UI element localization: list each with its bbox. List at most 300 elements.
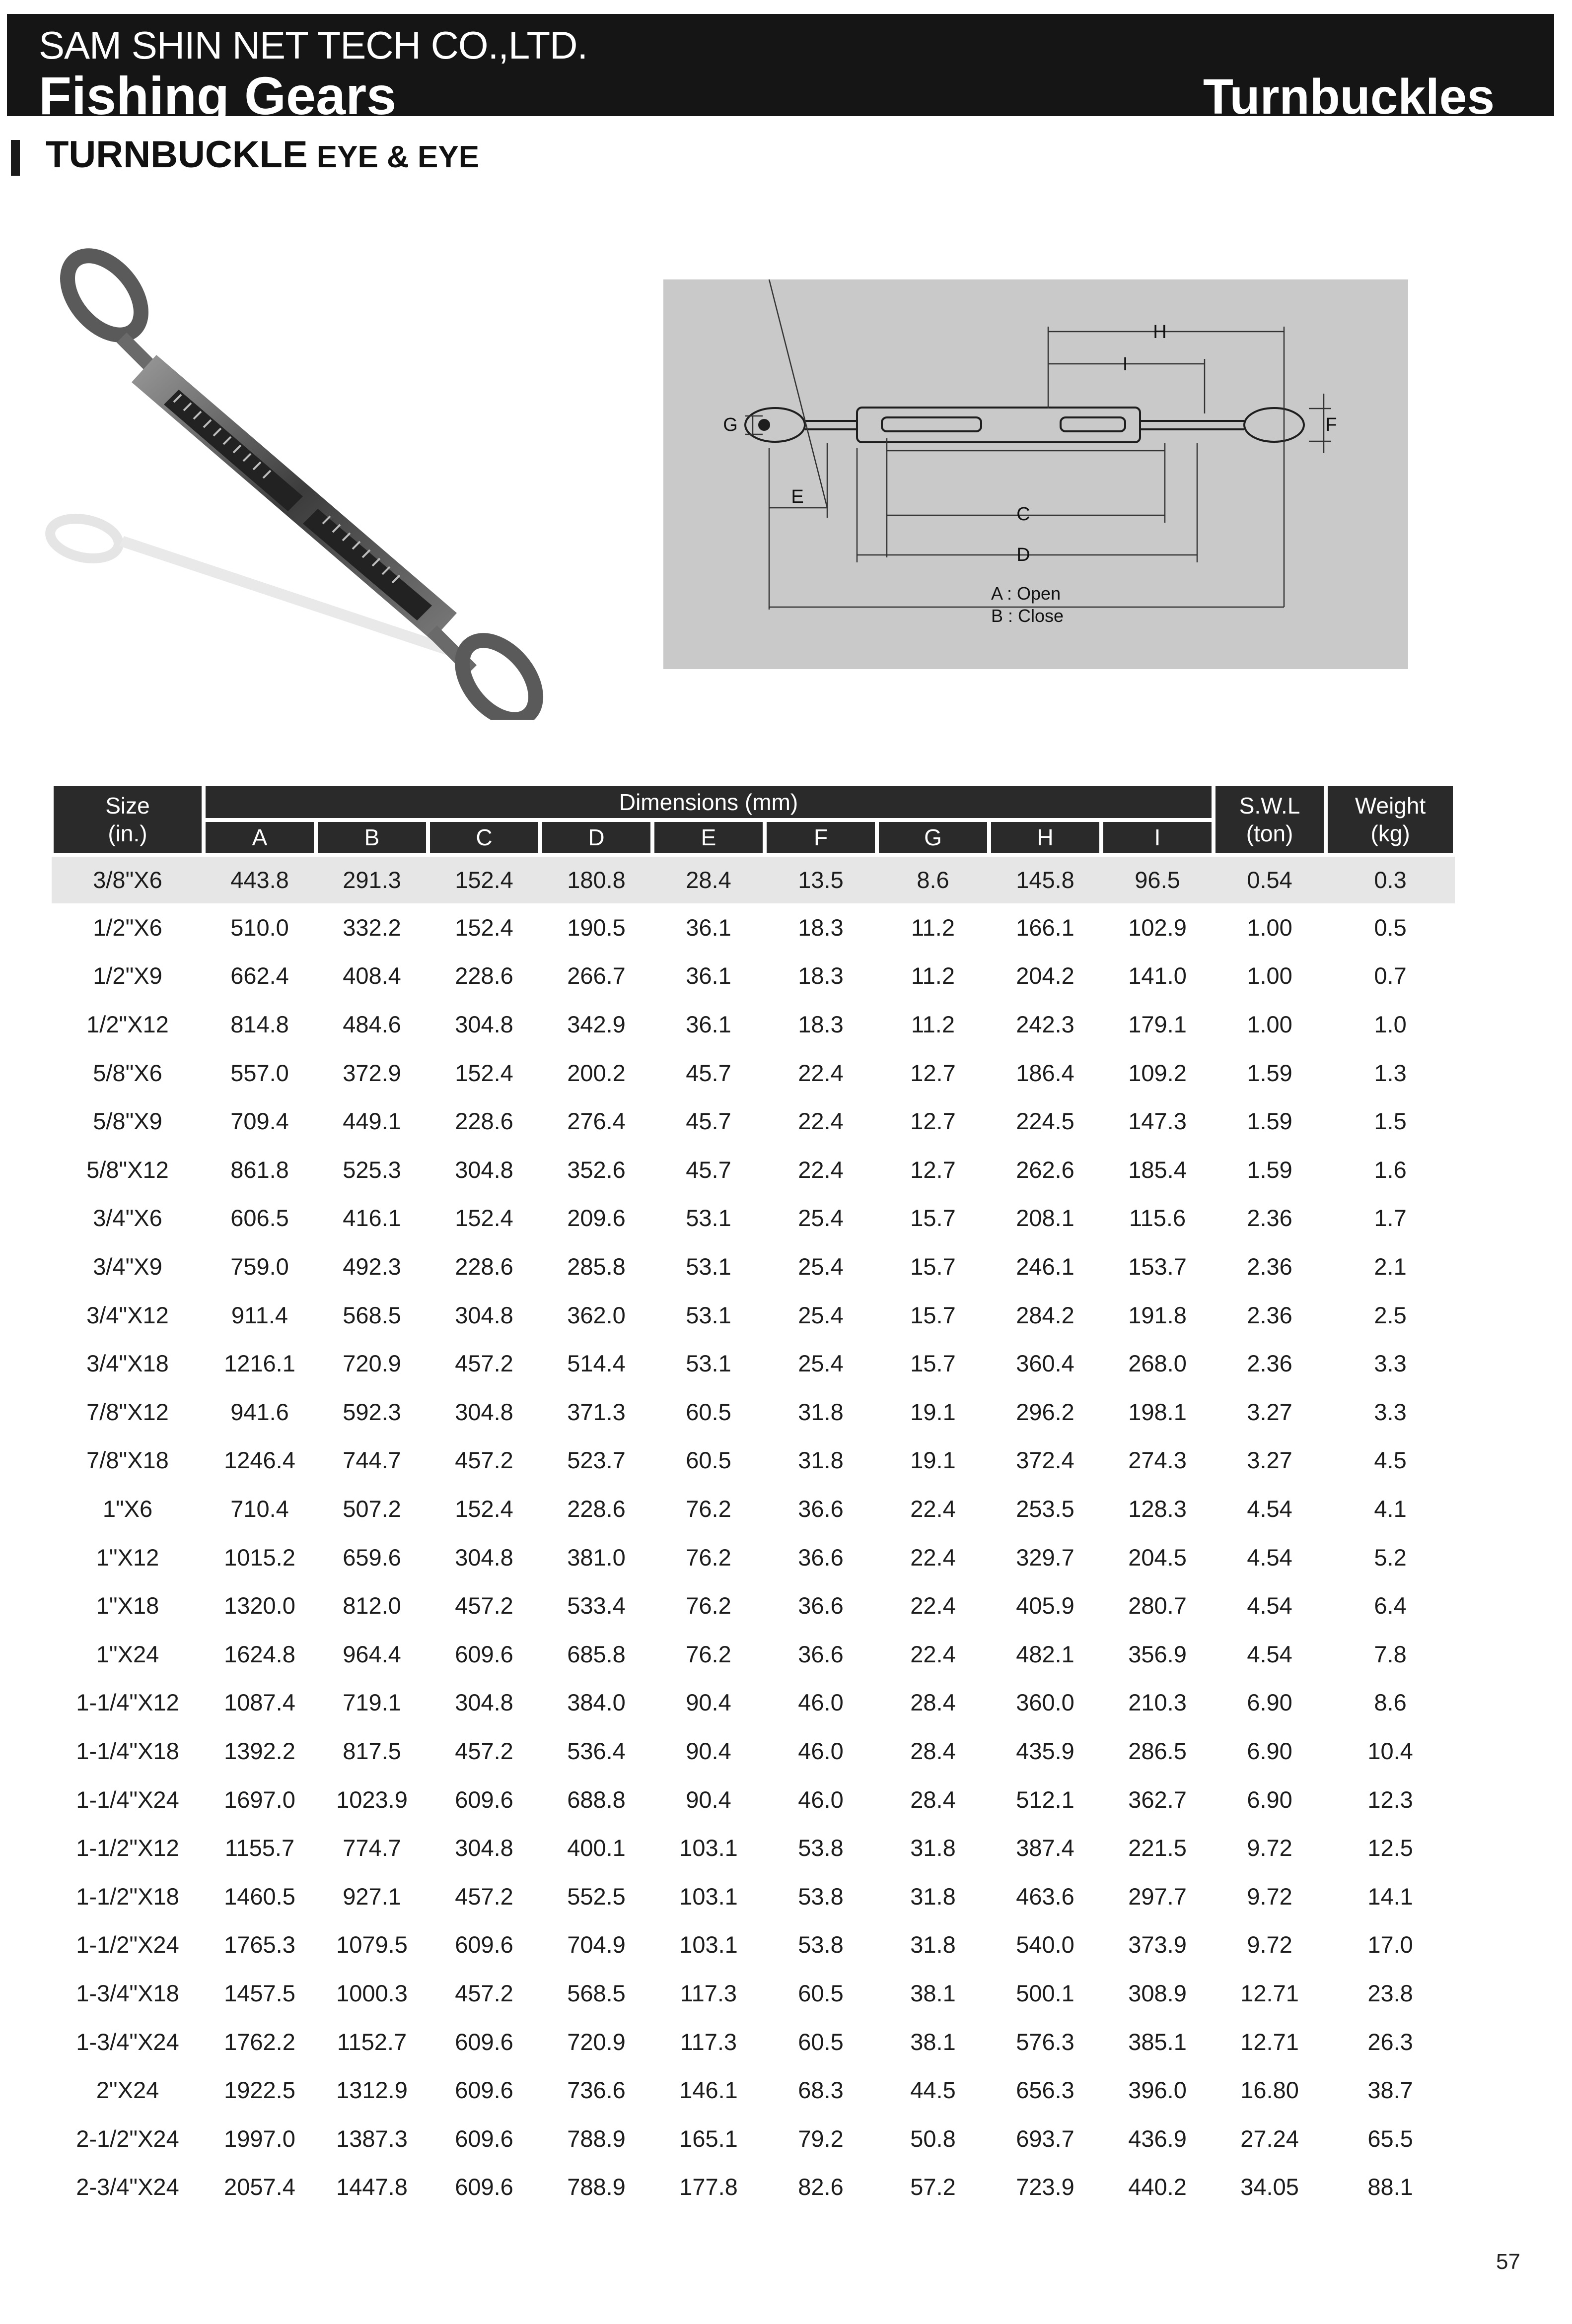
table-cell: 693.7 xyxy=(1016,2125,1074,2152)
table-cell: 304.8 xyxy=(455,1011,513,1038)
table-cell: 45.7 xyxy=(686,1108,731,1135)
table-cell: 22.4 xyxy=(910,1640,956,1667)
table-cell: 179.1 xyxy=(1128,1011,1187,1038)
table-cell: 198.1 xyxy=(1128,1398,1187,1425)
table-cell: 1079.5 xyxy=(336,1931,408,1958)
dim-label-e: E xyxy=(791,486,804,507)
table-cell: 228.6 xyxy=(455,962,513,989)
table-cell: 557.0 xyxy=(230,1059,289,1086)
table-cell: 28.4 xyxy=(652,855,765,903)
table-cell: 788.9 xyxy=(567,2174,626,2200)
table-cell: 304.8 xyxy=(455,1689,513,1716)
table-cell: 449.1 xyxy=(343,1108,401,1135)
table-cell: 165.1 xyxy=(679,2125,738,2152)
table-cell: 90.4 xyxy=(686,1786,731,1813)
table-cell: 3.27 xyxy=(1247,1447,1292,1474)
table-cell: 96.5 xyxy=(1101,855,1214,903)
table-cell: 53.8 xyxy=(798,1835,844,1861)
table-cell: 82.6 xyxy=(798,2174,844,2200)
table-cell: 408.4 xyxy=(343,962,401,989)
table-cell: 9.72 xyxy=(1247,1835,1292,1861)
table-cell: 304.8 xyxy=(455,1544,513,1571)
table-cell: 152.4 xyxy=(455,1496,513,1522)
table-cell: 332.2 xyxy=(343,914,401,941)
table-row xyxy=(52,2163,1455,2211)
table-cell: 304.8 xyxy=(455,1156,513,1183)
table-cell: 12.7 xyxy=(910,1156,956,1183)
table-cell: 17.0 xyxy=(1367,1931,1413,1958)
table-cell: 53.1 xyxy=(686,1301,731,1328)
table-cell: 36.6 xyxy=(798,1544,844,1571)
table-cell: 3.3 xyxy=(1374,1398,1407,1425)
table-cell: 609.6 xyxy=(455,2125,513,2152)
table-cell: 1087.4 xyxy=(224,1689,295,1716)
table-cell: 362.0 xyxy=(567,1301,626,1328)
company-name: SAM SHIN NET TECH CO.,LTD. xyxy=(39,23,588,67)
table-cell: 457.2 xyxy=(455,1350,513,1377)
table-cell: 1"X12 xyxy=(96,1544,159,1571)
table-cell: 15.7 xyxy=(910,1301,956,1328)
table-cell: 90.4 xyxy=(686,1737,731,1764)
table-cell: 400.1 xyxy=(567,1835,626,1861)
table-cell: 609.6 xyxy=(455,2077,513,2104)
table-cell: 1-3/4"X24 xyxy=(76,2028,179,2055)
table-row xyxy=(52,1969,1455,2018)
table-cell: 191.8 xyxy=(1128,1301,1187,1328)
table-cell: 44.5 xyxy=(910,2077,956,2104)
header-weight-line2: (kg) xyxy=(1370,820,1410,846)
header-swl xyxy=(1214,784,1326,855)
table-cell: 1.7 xyxy=(1374,1205,1407,1231)
table-cell: 12.5 xyxy=(1367,1835,1413,1861)
table-cell: 0.3 xyxy=(1326,855,1455,903)
table-cell: 1922.5 xyxy=(224,2077,295,2104)
table-cell: 373.9 xyxy=(1128,1931,1187,1958)
table-cell: 9.72 xyxy=(1247,1931,1292,1958)
header-size xyxy=(52,784,204,855)
table-cell: 2.36 xyxy=(1247,1301,1292,1328)
table-cell: 774.7 xyxy=(343,1835,401,1861)
table-cell: 12.71 xyxy=(1240,1980,1299,2006)
table-cell: 246.1 xyxy=(1016,1253,1074,1280)
table-cell: 1-1/2"X24 xyxy=(76,1931,179,1958)
table-cell: 6.90 xyxy=(1247,1689,1292,1716)
table-cell: 2-3/4"X24 xyxy=(76,2174,179,2200)
table-cell: 1"X6 xyxy=(102,1496,153,1522)
table-cell: 1387.3 xyxy=(336,2125,408,2152)
table-cell: 709.4 xyxy=(230,1108,289,1135)
table-cell: 371.3 xyxy=(567,1398,626,1425)
table-cell: 2.1 xyxy=(1374,1253,1407,1280)
table-cell: 1023.9 xyxy=(336,1786,408,1813)
section-heading xyxy=(46,133,479,176)
table-cell: 514.4 xyxy=(567,1350,626,1377)
table-cell: 60.5 xyxy=(798,1980,844,2006)
table-cell: 964.4 xyxy=(343,1640,401,1667)
table-cell: 3.3 xyxy=(1374,1350,1407,1377)
table-cell: 662.4 xyxy=(230,962,289,989)
table-cell: 927.1 xyxy=(343,1883,401,1910)
table-cell: 22.4 xyxy=(910,1496,956,1522)
table-cell: 396.0 xyxy=(1128,2077,1187,2104)
table-cell: 2"X24 xyxy=(96,2077,159,2104)
header-weight xyxy=(1326,784,1455,855)
table-cell: 60.5 xyxy=(686,1398,731,1425)
table-cell: 356.9 xyxy=(1128,1640,1187,1667)
table-cell: 759.0 xyxy=(230,1253,289,1280)
table-cell: 141.0 xyxy=(1128,962,1187,989)
table-cell: 512.1 xyxy=(1016,1786,1074,1813)
table-row xyxy=(52,1630,1455,1679)
header-size-line2: (in.) xyxy=(108,820,147,846)
table-cell: 500.1 xyxy=(1016,1980,1074,2006)
table-cell: 31.8 xyxy=(910,1883,956,1910)
table-cell: 814.8 xyxy=(230,1011,289,1038)
table-cell: 11.2 xyxy=(911,914,955,941)
table-row xyxy=(52,1242,1455,1291)
table-cell: 88.1 xyxy=(1367,2174,1413,2200)
table-cell: 13.5 xyxy=(765,855,877,903)
dim-label-h: H xyxy=(1153,322,1167,342)
table-cell: 5/8"X9 xyxy=(93,1108,162,1135)
turnbuckle-photo xyxy=(40,248,546,720)
table-cell: 285.8 xyxy=(567,1253,626,1280)
table-cell: 153.7 xyxy=(1128,1253,1187,1280)
table-cell: 53.1 xyxy=(686,1253,731,1280)
table-cell: 12.3 xyxy=(1367,1786,1413,1813)
table-cell: 304.8 xyxy=(455,1398,513,1425)
table-cell: 286.5 xyxy=(1128,1737,1187,1764)
dimension-diagram xyxy=(663,279,1408,669)
spec-table xyxy=(50,782,1457,2211)
table-cell: 416.1 xyxy=(343,1205,401,1231)
table-cell: 1-1/4"X12 xyxy=(76,1689,179,1716)
table-cell: 190.5 xyxy=(567,914,626,941)
table-cell: 720.9 xyxy=(343,1350,401,1377)
table-cell: 36.1 xyxy=(686,914,731,941)
table-row xyxy=(52,1097,1455,1146)
table-cell: 1/2"X12 xyxy=(86,1011,169,1038)
section-title: TURNBUCKLE xyxy=(46,134,308,176)
table-cell: 38.7 xyxy=(1367,2077,1413,2104)
table-cell: 1-1/2"X18 xyxy=(76,1883,179,1910)
table-cell: 45.7 xyxy=(686,1059,731,1086)
table-cell: 16.80 xyxy=(1240,2077,1299,2104)
table-row xyxy=(52,1678,1455,1727)
spec-table-body xyxy=(52,855,1455,2211)
header-weight-line1: Weight xyxy=(1355,793,1426,819)
table-row xyxy=(52,1920,1455,1969)
table-cell: 36.6 xyxy=(798,1592,844,1619)
table-cell: 291.3 xyxy=(316,855,428,903)
table-cell: 536.4 xyxy=(567,1737,626,1764)
table-cell: 8.6 xyxy=(877,855,989,903)
header-dimensions: Dimensions (mm) xyxy=(204,784,1214,820)
table-cell: 117.3 xyxy=(680,2028,737,2055)
table-row xyxy=(52,1436,1455,1485)
table-cell: 457.2 xyxy=(455,1592,513,1619)
table-cell: 6.90 xyxy=(1247,1786,1292,1813)
table-cell: 274.3 xyxy=(1128,1447,1187,1474)
table-cell: 18.3 xyxy=(798,914,844,941)
table-cell: 1.59 xyxy=(1247,1156,1292,1183)
page-title: Fishing Gears xyxy=(39,66,397,126)
table-cell: 457.2 xyxy=(455,1447,513,1474)
table-cell: 147.3 xyxy=(1128,1108,1187,1135)
table-cell: 523.7 xyxy=(567,1447,626,1474)
table-cell: 5/8"X12 xyxy=(86,1156,169,1183)
header-swl-line2: (ton) xyxy=(1246,820,1293,846)
table-cell: 224.5 xyxy=(1016,1108,1074,1135)
table-cell: 2.36 xyxy=(1247,1253,1292,1280)
table-cell: 11.2 xyxy=(911,962,955,989)
table-cell: 606.5 xyxy=(230,1205,289,1231)
table-cell: 284.2 xyxy=(1016,1301,1074,1328)
table-cell: 152.4 xyxy=(455,1059,513,1086)
table-cell: 19.1 xyxy=(910,1447,956,1474)
table-cell: 1312.9 xyxy=(336,2077,408,2104)
table-cell: 1.00 xyxy=(1247,1011,1292,1038)
table-cell: 36.6 xyxy=(798,1496,844,1522)
table-cell: 22.4 xyxy=(798,1059,844,1086)
table-cell: 103.1 xyxy=(679,1883,738,1910)
table-cell: 405.9 xyxy=(1016,1592,1074,1619)
table-cell: 18.3 xyxy=(798,962,844,989)
table-cell: 15.7 xyxy=(910,1253,956,1280)
table-cell: 76.2 xyxy=(686,1592,731,1619)
table-cell: 102.9 xyxy=(1128,914,1187,941)
table-cell: 185.4 xyxy=(1128,1156,1187,1183)
table-cell: 482.1 xyxy=(1016,1640,1074,1667)
table-cell: 28.4 xyxy=(910,1786,956,1813)
table-cell: 1320.0 xyxy=(224,1592,295,1619)
table-cell: 457.2 xyxy=(455,1980,513,2006)
table-cell: 38.1 xyxy=(910,2028,956,2055)
dim-label-d: D xyxy=(1016,545,1030,565)
table-cell: 109.2 xyxy=(1128,1059,1187,1086)
table-row xyxy=(52,1339,1455,1388)
table-cell: 26.3 xyxy=(1367,2028,1413,2055)
table-cell: 1.59 xyxy=(1247,1059,1292,1086)
table-cell: 609.6 xyxy=(455,2028,513,2055)
table-cell: 46.0 xyxy=(798,1786,844,1813)
table-cell: 166.1 xyxy=(1016,914,1074,941)
table-cell: 8.6 xyxy=(1374,1689,1407,1716)
table-cell: 304.8 xyxy=(455,1301,513,1328)
table-cell: 18.3 xyxy=(798,1011,844,1038)
table-cell: 507.2 xyxy=(343,1496,401,1522)
table-cell: 719.1 xyxy=(343,1689,401,1716)
table-cell: 6.4 xyxy=(1374,1592,1407,1619)
table-cell: 1015.2 xyxy=(224,1544,295,1571)
table-cell: 297.7 xyxy=(1128,1883,1187,1910)
dim-label-f: F xyxy=(1325,414,1337,435)
table-cell: 31.8 xyxy=(910,1835,956,1861)
table-cell: 387.4 xyxy=(1016,1835,1074,1861)
table-cell: 3/4"X6 xyxy=(93,1205,162,1231)
table-cell: 208.1 xyxy=(1016,1205,1074,1231)
table-cell: 1"X24 xyxy=(96,1640,159,1667)
table-cell: 1.59 xyxy=(1247,1108,1292,1135)
table-cell: 31.8 xyxy=(798,1398,844,1425)
table-cell: 457.2 xyxy=(455,1883,513,1910)
table-cell: 262.6 xyxy=(1016,1156,1074,1183)
table-cell: 1392.2 xyxy=(224,1737,295,1764)
table-row xyxy=(52,1533,1455,1581)
table-cell: 4.54 xyxy=(1247,1496,1292,1522)
table-row xyxy=(52,1824,1455,1872)
table-cell: 1762.2 xyxy=(224,2028,295,2055)
table-cell: 45.7 xyxy=(686,1156,731,1183)
table-row xyxy=(52,1775,1455,1824)
table-cell: 53.8 xyxy=(798,1883,844,1910)
table-cell: 12.7 xyxy=(910,1108,956,1135)
table-cell: 152.4 xyxy=(455,1205,513,1231)
table-cell: 276.4 xyxy=(567,1108,626,1135)
table-row xyxy=(52,2066,1455,2115)
table-cell: 5/8"X6 xyxy=(93,1059,162,1086)
table-cell: 576.3 xyxy=(1016,2028,1074,2055)
category-title: Turnbuckles xyxy=(1203,69,1495,125)
table-cell: 25.4 xyxy=(798,1205,844,1231)
table-cell: 31.8 xyxy=(798,1447,844,1474)
table-cell: 1.5 xyxy=(1374,1108,1407,1135)
table-cell: 1216.1 xyxy=(224,1350,295,1377)
table-cell: 1624.8 xyxy=(224,1640,295,1667)
table-cell: 36.1 xyxy=(686,962,731,989)
table-cell: 5.2 xyxy=(1374,1544,1407,1571)
table-cell: 1155.7 xyxy=(224,1835,295,1861)
table-cell: 1697.0 xyxy=(224,1786,295,1813)
table-cell: 76.2 xyxy=(686,1544,731,1571)
table-cell: 704.9 xyxy=(567,1931,626,1958)
table-cell: 117.3 xyxy=(680,1980,737,2006)
table-cell: 568.5 xyxy=(567,1980,626,2006)
table-row xyxy=(52,903,1455,952)
table-row xyxy=(52,1727,1455,1776)
table-cell: 659.6 xyxy=(343,1544,401,1571)
table-cell: 1457.5 xyxy=(224,1980,295,2006)
table-cell: 266.7 xyxy=(567,962,626,989)
table-cell: 1.6 xyxy=(1374,1156,1407,1183)
table-cell: 1000.3 xyxy=(336,1980,408,2006)
table-cell: 440.2 xyxy=(1128,2174,1187,2200)
table-cell: 435.9 xyxy=(1016,1737,1074,1764)
table-cell: 31.8 xyxy=(910,1931,956,1958)
table-cell: 2057.4 xyxy=(224,2174,295,2200)
table-cell: 308.9 xyxy=(1128,1980,1187,2006)
table-cell: 57.2 xyxy=(910,2174,956,2200)
section-subtitle: EYE & EYE xyxy=(316,140,480,174)
table-cell: 15.7 xyxy=(910,1350,956,1377)
table-cell: 6.90 xyxy=(1247,1737,1292,1764)
table-cell: 46.0 xyxy=(798,1737,844,1764)
table-cell: 685.8 xyxy=(567,1640,626,1667)
table-cell: 76.2 xyxy=(686,1496,731,1522)
table-cell: 1-1/4"X24 xyxy=(76,1786,179,1813)
page-number: 57 xyxy=(1496,2250,1520,2274)
table-cell: 4.54 xyxy=(1247,1640,1292,1667)
table-cell: 1.00 xyxy=(1247,914,1292,941)
table-cell: 1-3/4"X18 xyxy=(76,1980,179,2006)
table-cell: 23.8 xyxy=(1367,1980,1413,2006)
table-cell: 268.0 xyxy=(1128,1350,1187,1377)
table-row xyxy=(52,1388,1455,1436)
table-cell: 1.0 xyxy=(1374,1011,1407,1038)
table-row xyxy=(52,952,1455,1000)
table-cell: 329.7 xyxy=(1016,1544,1074,1571)
table-cell: 7/8"X18 xyxy=(86,1447,169,1474)
table-cell: 253.5 xyxy=(1016,1496,1074,1522)
table-cell: 65.5 xyxy=(1367,2125,1413,2152)
table-cell: 0.54 xyxy=(1214,855,1326,903)
table-cell: 128.3 xyxy=(1128,1496,1187,1522)
table-cell: 1/2"X6 xyxy=(93,914,162,941)
table-cell: 1997.0 xyxy=(224,2125,295,2152)
table-cell: 1-1/4"X18 xyxy=(76,1737,179,1764)
header-band xyxy=(7,14,1554,126)
table-cell: 22.4 xyxy=(798,1108,844,1135)
table-cell: 1-1/2"X12 xyxy=(76,1835,179,1861)
table-row xyxy=(52,1194,1455,1242)
table-cell: 242.3 xyxy=(1016,1011,1074,1038)
header-dim-b: B xyxy=(316,820,428,855)
table-cell: 2.36 xyxy=(1247,1205,1292,1231)
table-cell: 484.6 xyxy=(343,1011,401,1038)
table-cell: 19.1 xyxy=(910,1398,956,1425)
table-cell: 457.2 xyxy=(455,1737,513,1764)
table-cell: 38.1 xyxy=(910,1980,956,2006)
table-cell: 941.6 xyxy=(230,1398,289,1425)
table-cell: 1.00 xyxy=(1247,962,1292,989)
table-row xyxy=(52,855,1455,903)
table-cell: 443.8 xyxy=(204,855,316,903)
table-cell: 2-1/2"X24 xyxy=(76,2125,179,2152)
table-cell: 200.2 xyxy=(567,1059,626,1086)
table-cell: 362.7 xyxy=(1128,1786,1187,1813)
table-cell: 115.6 xyxy=(1129,1205,1186,1231)
table-cell: 53.1 xyxy=(686,1350,731,1377)
table-cell: 1765.3 xyxy=(224,1931,295,1958)
table-cell: 609.6 xyxy=(455,2174,513,2200)
table-cell: 221.5 xyxy=(1128,1835,1187,1861)
table-cell: 7.8 xyxy=(1374,1640,1407,1667)
dim-label-i: I xyxy=(1122,354,1128,375)
table-cell: 152.4 xyxy=(428,855,540,903)
table-cell: 1"X18 xyxy=(96,1592,159,1619)
table-cell: 381.0 xyxy=(567,1544,626,1571)
table-cell: 3/4"X9 xyxy=(93,1253,162,1280)
table-cell: 22.4 xyxy=(910,1592,956,1619)
header-dim-i: I xyxy=(1101,820,1214,855)
table-cell: 1.3 xyxy=(1374,1059,1407,1086)
table-cell: 177.8 xyxy=(679,2174,738,2200)
table-row xyxy=(52,1485,1455,1533)
table-cell: 9.72 xyxy=(1247,1883,1292,1910)
header-dim-c: C xyxy=(428,820,540,855)
table-cell: 1246.4 xyxy=(224,1447,295,1474)
header-dim-g: G xyxy=(877,820,989,855)
table-row xyxy=(52,2017,1455,2066)
header-dim-d: D xyxy=(540,820,652,855)
table-row xyxy=(52,1000,1455,1049)
table-cell: 103.1 xyxy=(679,1931,738,1958)
table-cell: 744.7 xyxy=(343,1447,401,1474)
table-cell: 53.8 xyxy=(798,1931,844,1958)
table-cell: 3.27 xyxy=(1247,1398,1292,1425)
table-cell: 352.6 xyxy=(567,1156,626,1183)
header-dim-h: H xyxy=(989,820,1101,855)
